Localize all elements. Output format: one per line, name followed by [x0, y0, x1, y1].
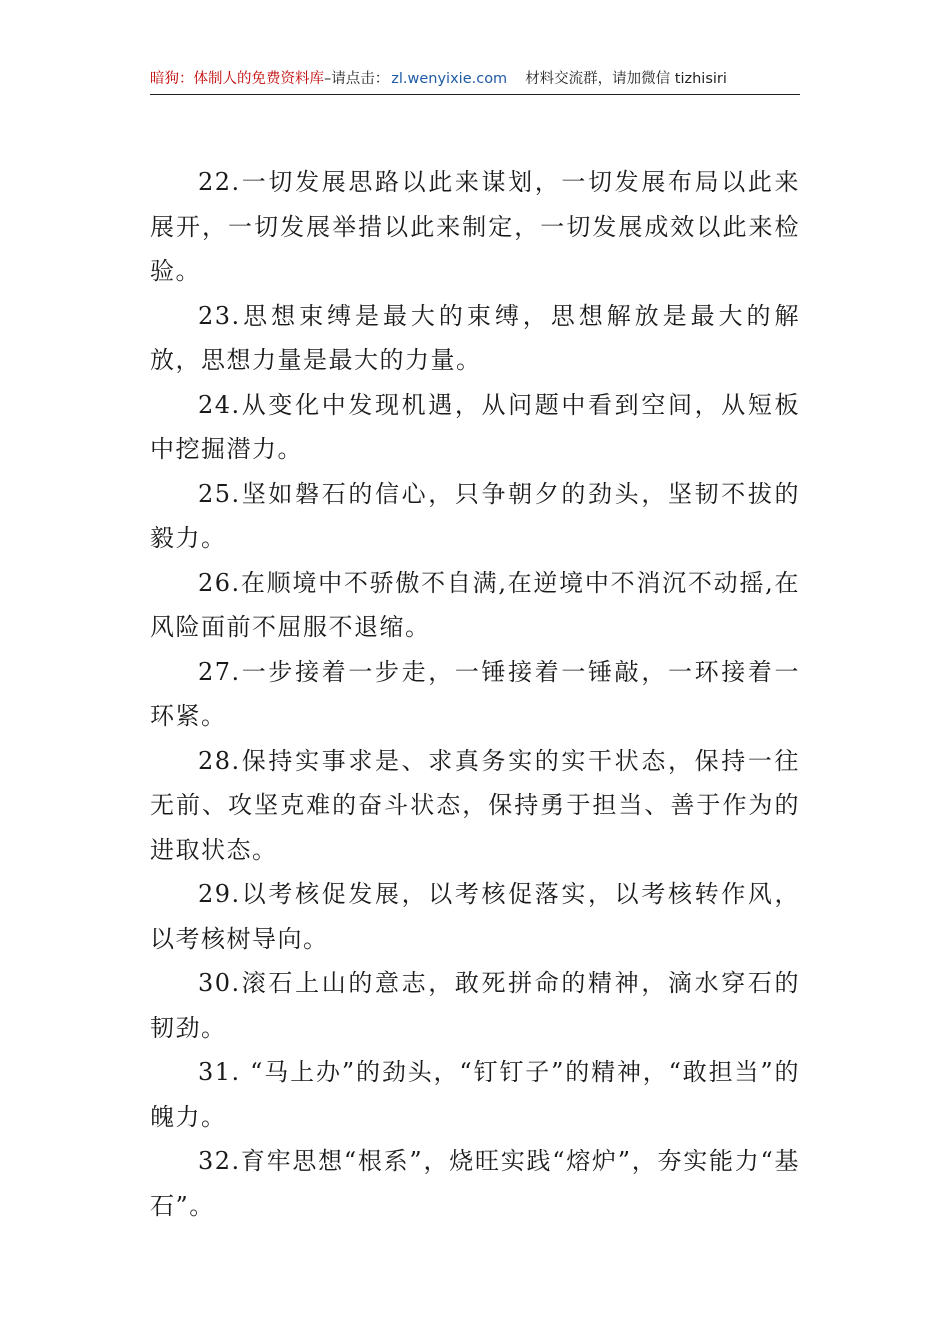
document-body [150, 160, 800, 1228]
paragraph-23: 23.思想束缚是最大的束缚，思想解放是最大的解放，思想力量是最大的力量。 [150, 301, 800, 374]
paragraph-30: 30.滚石上山的意志，敢死拼命的精神，滴水穿石的韧劲。 [150, 969, 800, 1042]
paragraph-25: 25.坚如磐石的信心，只争朝夕的劲头，坚韧不拔的毅力。 [150, 479, 800, 552]
paragraph-26: 26.在顺境中不骄傲不自满,在逆境中不消沉不动摇,在风险面前不屈服不退缩。 [150, 568, 800, 641]
header-cta: –请点击： [324, 71, 390, 87]
paragraph-31: 31. “马上办”的劲头，“钉钉子”的精神，“敢担当”的魄力。 [150, 1058, 800, 1131]
header-url-link[interactable]: zl.wenyixie.com [391, 71, 508, 87]
paragraph-24: 24.从变化中发现机遇，从问题中看到空间，从短板中挖掘潜力。 [150, 390, 800, 463]
header-brand: 暗狗：体制人的免费资料库 [150, 71, 324, 87]
paragraph-28: 28.保持实事求是、求真务实的实干状态，保持一往无前、攻坚克难的奋斗状态，保持勇于担当、善于作为的进取状态。 [150, 746, 800, 864]
header-contact: 材料交流群，请加微信 tizhisiri [525, 71, 727, 87]
paragraph-27: 27.一步接着一步走，一锤接着一锤敲，一环接着一环紧。 [150, 657, 800, 730]
paragraph-32: 32.育牢思想“根系”，烧旺实践“熔炉”，夯实能力“基石”。 [150, 1147, 800, 1220]
paragraph-22: 22.一切发展思路以此来谋划，一切发展布局以此来展开，一切发展举措以此来制定，一切发展成效以此来检验。 [150, 168, 800, 285]
page-header [150, 66, 800, 95]
paragraph-29: 29.以考核促发展，以考核促落实，以考核转作风，以考核树导向。 [150, 880, 800, 953]
